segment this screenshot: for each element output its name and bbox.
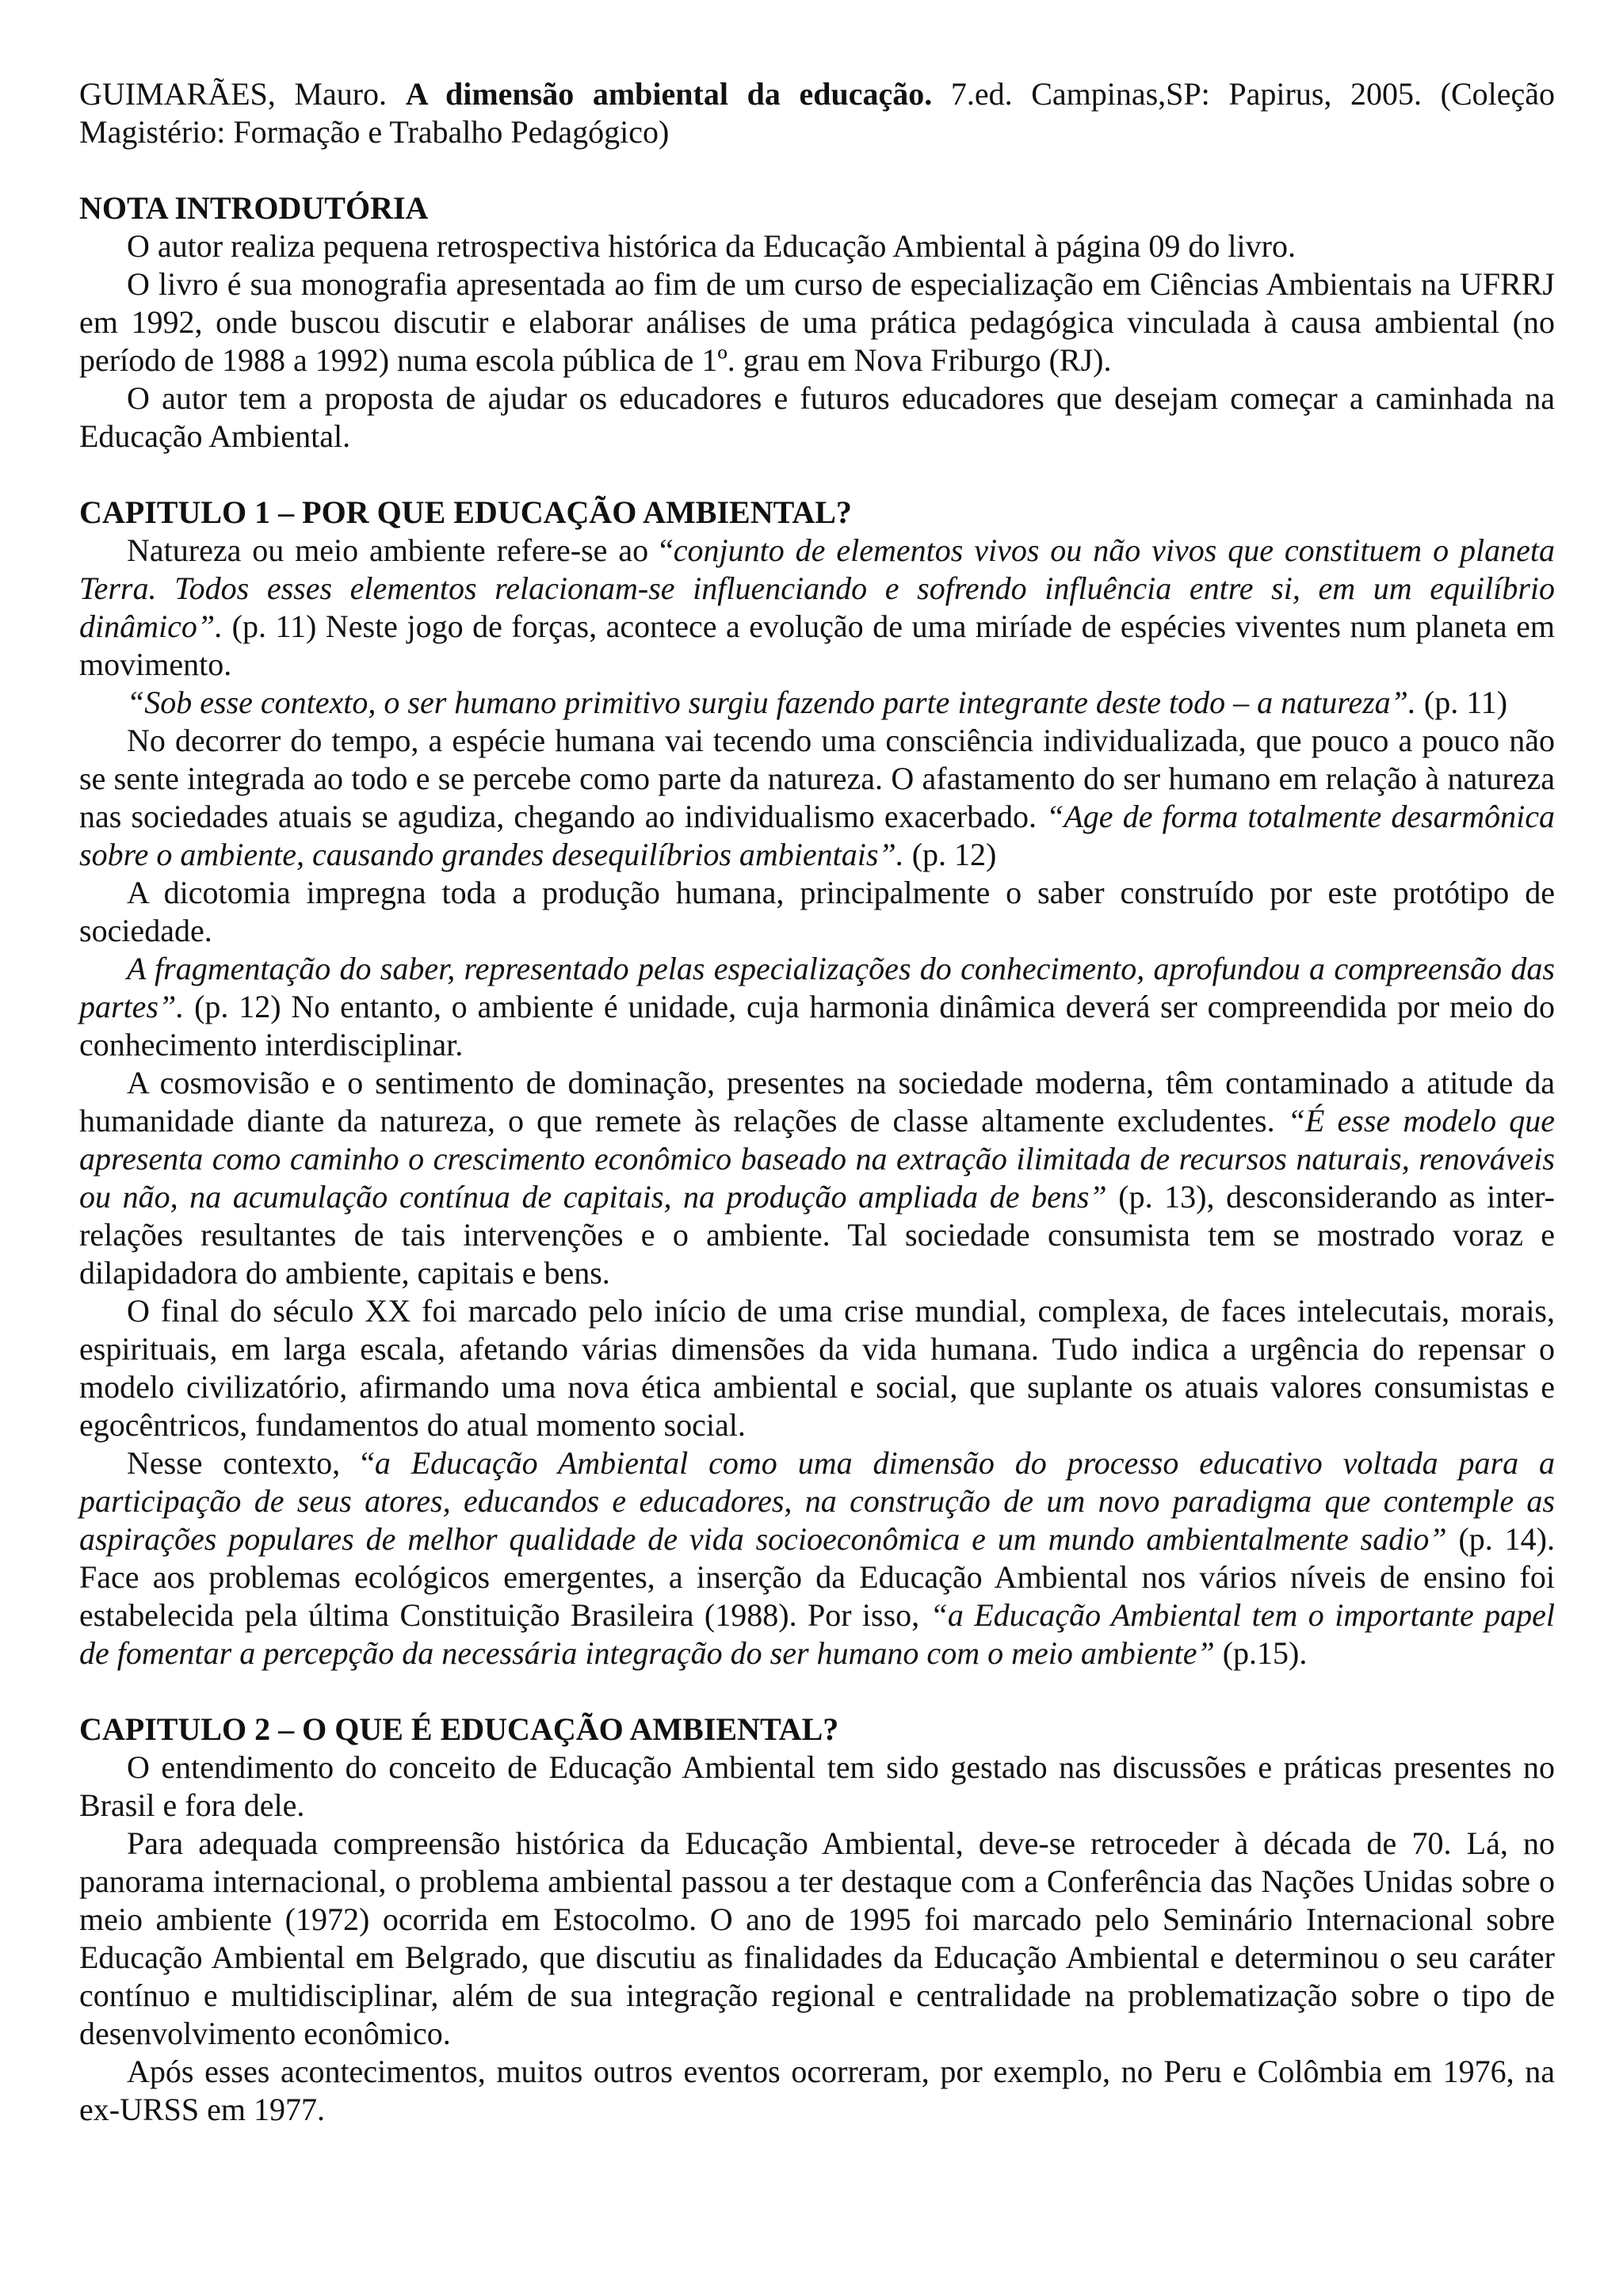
text-run: Natureza ou meio ambiente refere-se ao “ xyxy=(127,532,674,568)
paragraph: O livro é sua monografia apresentada ao fim de um curso de especialização em Ciências Ambientais na UFRRJ em 1992, onde buscou discutir e elaborar análises de uma prática pedagógica vinculada à causa ambiental (no período de 1988 a 1992) numa escola pública de 1º. grau em Nova Friburgo (RJ). xyxy=(79,266,1555,378)
citation-details: 7.ed. Campinas,SP: Papirus, 2005. (Coleção Magistério: Formação e Trabalho Pedagógico) xyxy=(79,76,1556,150)
quote: “Age de forma totalmente desarmônica sobre o ambiente, causando grandes desequilíbrios ambientais”. xyxy=(79,799,1556,872)
section-heading: CAPITULO 1 – POR QUE EDUCAÇÃO AMBIENTAL? xyxy=(79,494,852,530)
paragraph: O entendimento do conceito de Educação Ambiental tem sido gestado nas discussões e práticas presentes no Brasil e fora dele. xyxy=(79,1749,1555,1823)
paragraph: O final do século XX foi marcado pelo início de uma crise mundial, complexa, de faces intelecutais, morais, espirituais, em larga escala, afetando várias dimensões da vida humana. Tudo indica a urgência do repensar o modelo civilizatório, afirmando uma nova ética ambiental e social, que suplante os atuais valores consumistas e egocêntricos, fundamentos do atual momento social. xyxy=(79,1293,1555,1443)
citation-author: GUIMARÃES, Mauro. xyxy=(79,76,388,112)
text-run: No decorrer do tempo, a espécie humana vai tecendo uma consciência individualizada, que pouco a pouco não se sente integrada ao todo e se percebe como parte da natureza. O afastamento do ser humano em relação à natureza nas sociedades atuais se agudiza, chegando ao individualismo exacerbado. xyxy=(79,723,1555,834)
paragraph: Para adequada compreensão histórica da Educação Ambiental, deve-se retroceder à década de 70. Lá, no panorama internacional, o problema ambiental passou a ter destaque com a Conferência das Nações Unidas sobre o meio ambiente (1972) ocorrida em Estocolmo. O ano de 1995 foi marcado pelo Seminário Internacional sobre Educação Ambiental em Belgrado, que discutiu as finalidades da Educação Ambiental e determinou o seu caráter contínuo e multidisciplinar, além de sua integração regional e centralidade na problematização sobre o tipo de desenvolvimento econômico. xyxy=(79,1825,1555,2051)
section-heading: CAPITULO 2 – O QUE É EDUCAÇÃO AMBIENTAL? xyxy=(79,1711,839,1747)
paragraph: Após esses acontecimentos, muitos outros eventos ocorreram, por exemplo, no Peru e Colômbia em 1976, na ex-URSS em 1977. xyxy=(79,2054,1555,2127)
paragraph: O autor realiza pequena retrospectiva histórica da Educação Ambiental à página 09 do livro. xyxy=(127,228,1296,264)
paragraph xyxy=(79,1064,1555,1292)
text-run: (p. 12) No entanto, o ambiente é unidade, cuja harmonia dinâmica deverá ser compreendida por meio do conhecimento interdisciplinar. xyxy=(79,989,1555,1062)
paragraph xyxy=(79,1444,1555,1672)
quote: “Sob esse contexto, o ser humano primitivo surgiu fazendo parte integrante deste todo – a natureza”. xyxy=(127,685,1416,720)
quote: “É esse modelo que apresenta como caminho o crescimento econômico baseado na extração ilimitada de recursos naturais, renováveis ou não, na acumulação contínua de capitais, na produção ampliada de bens” xyxy=(79,1103,1555,1215)
paragraph xyxy=(79,950,1555,1064)
text-run: (p. 14). Face aos problemas ecológicos emergentes, a inserção da Educação Ambiental nos vários níveis de ensino foi estabelecida pela última Constituição Brasileira (1988). Por isso, xyxy=(79,1521,1555,1633)
text-run: A cosmovisão e o sentimento de dominação, presentes na sociedade moderna, têm contaminado a atitude da humanidade diante da natureza, o que remete às relações de classe altamente excludentes. xyxy=(79,1065,1555,1138)
citation-title: A dimensão ambiental da educação. xyxy=(405,76,933,112)
section-nota-introdutoria xyxy=(79,189,1555,456)
paragraph: A dicotomia impregna toda a produção humana, principalmente o saber construído por este protótipo de sociedade. xyxy=(79,875,1555,948)
paragraph xyxy=(79,722,1555,874)
paragraph xyxy=(79,684,1555,722)
text-run: (p. 11) xyxy=(1415,685,1508,720)
quote: conjunto de elementos vivos ou não vivos que constituem o planeta Terra. Todos esses elementos relacionam-se influenciando e sofrendo influência entre si, em um equilíbrio dinâmico”. xyxy=(79,532,1555,644)
bibliographic-citation xyxy=(79,75,1555,151)
paragraph xyxy=(79,532,1555,684)
section-heading: NOTA INTRODUTÓRIA xyxy=(79,190,429,226)
quote: A fragmentação do saber, representado pelas especializações do conhecimento, aprofundou a compreensão das partes”. xyxy=(79,951,1555,1024)
text-run: (p. 11) Neste jogo de forças, acontece a evolução de uma miríade de espécies viventes num planeta em movimento. xyxy=(79,608,1555,682)
text-run: (p. 13), desconsiderando as inter-relações resultantes de tais intervenções e o ambiente. Tal sociedade consumista tem se mostrado voraz e dilapidadora do ambiente, capitais e bens. xyxy=(79,1179,1555,1291)
quote: a Educação Ambiental como uma dimensão do processo educativo voltada para a participação de seus atores, educandos e educadores, na construção de um novo paradigma que contemple as aspirações populares de melhor qualidade de vida socioeconômica e um mundo ambientalmente sadio” xyxy=(79,1445,1555,1557)
section-capitulo-2 xyxy=(79,1711,1555,2129)
quote: “a Educação Ambiental tem o importante papel de fomentar a percepção da necessária integração do ser humano com o meio ambiente” xyxy=(79,1597,1556,1671)
paragraph: O autor tem a proposta de ajudar os educadores e futuros educadores que desejam começar a caminhada na Educação Ambiental. xyxy=(79,380,1555,454)
text-run: (p. 12) xyxy=(903,837,997,872)
section-capitulo-1 xyxy=(79,494,1555,1672)
text-run: Nesse contexto, “ xyxy=(127,1445,375,1481)
text-run: (p.15). xyxy=(1214,1635,1308,1671)
